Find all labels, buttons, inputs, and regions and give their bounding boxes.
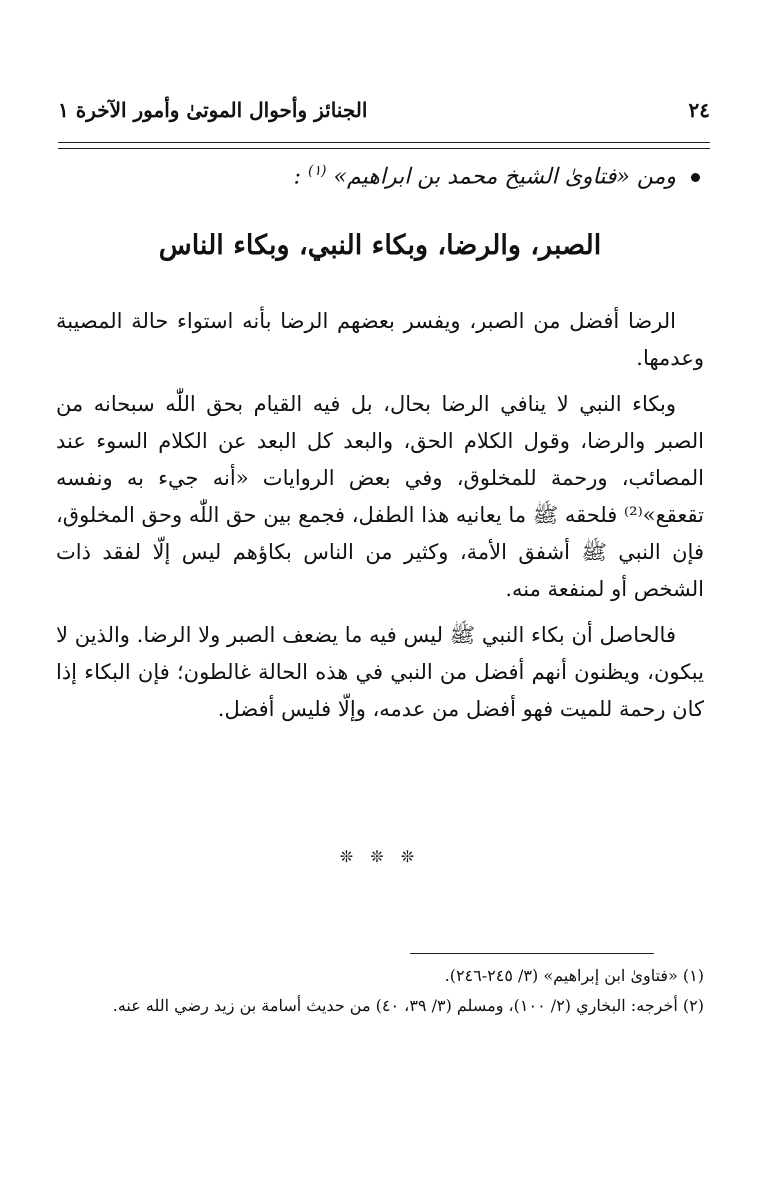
footnote-rule xyxy=(410,953,654,954)
header-rule-top xyxy=(58,142,710,143)
header-rule-bottom xyxy=(58,148,710,149)
footnote: (٢) أخرجه: البخاري (٢/ ١٠٠)، ومسلم (٣/ ٣٩، ٤٠) من حديث أسامة بن زيد رضي الله عنه. xyxy=(112,996,704,1015)
section-separator: ❊ ❊ ❊ xyxy=(339,847,421,866)
paragraph: وبكاء النبي لا ينافي الرضا بحال، بل فيه القيام بحق اللّٰه سبحانه من الصبر والرضا، وقول الكلام الحق، والبعد كل البعد عن الكلام السوء عند المصائب، ورحمة للمخلوق، وفي بعض الروايات «أنه جيء به ونفسه تقعقع»⁽²⁾ فلحقه ﷺ ما يعانيه هذا الطفل، فجمع بين حق اللّٰه وحق المخلوق، فإن النبي ﷺ أشفق الأمة، وكثير من الناس بكاؤهم ليس إلّا لفقد ذات الشخص أو لمنفعة منه. xyxy=(56,392,704,601)
section-title: الصبر، والرضا، وبكاء النبي، وبكاء الناس xyxy=(158,230,602,261)
bullet-icon xyxy=(691,173,700,182)
footnotes xyxy=(56,962,704,1022)
main-text xyxy=(56,303,704,737)
paragraph: الرضا أفضل من الصبر، ويفسر بعضهم الرضا بأنه استواء حالة المصيبة وعدمها. xyxy=(56,309,704,370)
page-header xyxy=(58,98,710,132)
footnote: (١) «فتاوىٰ ابن إبراهيم» (٣/ ٢٤٥-٢٤٦). xyxy=(444,966,704,985)
source-text: ومن «فتاوىٰ الشيخ محمد بن ابراهيم» xyxy=(333,164,676,190)
footnote-marker: (١) xyxy=(308,163,327,179)
paragraph: فالحاصل أن بكاء النبي ﷺ ليس فيه ما يضعف الصبر ولا الرضا. والذين لا يبكون، ويظنون أنهم أفضل من النبي في هذه الحالة غالطون؛ فإن البكاء إذا كان رحمة للميت فهو أفضل من عدمه، وإلّا فليس أفضل. xyxy=(56,623,704,721)
source-colon: : xyxy=(293,164,302,190)
running-title: الجنائز وأحوال الموتىٰ وأمور الآخرة ١ xyxy=(58,98,368,122)
page-number: ٢٤ xyxy=(688,98,710,122)
source-attribution xyxy=(60,163,700,189)
